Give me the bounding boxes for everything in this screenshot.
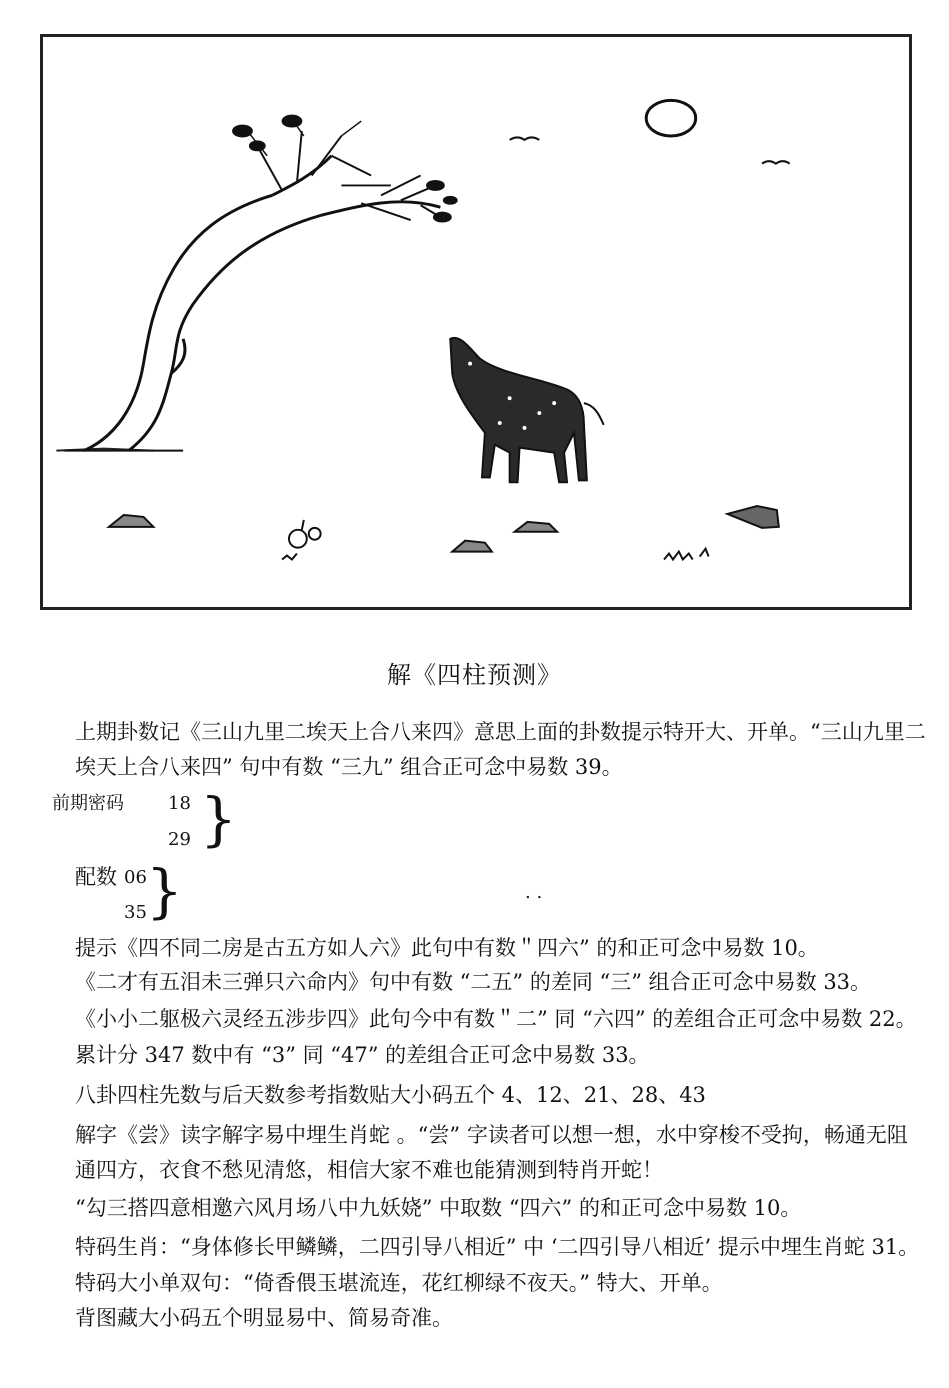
brace-icon: } [200, 785, 237, 853]
grass [664, 549, 709, 560]
intro-line-1: 上期卦数记《三山九里二埃天上合八来四》意思上面的卦数提示特开大、开单。“三山九里二 [75, 720, 926, 744]
rock [727, 506, 778, 528]
article-title: 解《四柱预测》 [387, 661, 562, 689]
moon [646, 100, 695, 136]
text-line: 特码生肖：“身体修长甲鳞鳞，二四引导八相近” 中 ‘二四引导八相近’ 提示中埋生肖蛇 31。 [75, 1235, 920, 1259]
dots: . . [525, 882, 543, 903]
bird [510, 137, 540, 139]
text-line: 背图藏大小码五个明显易中、简易奇准。 [75, 1306, 453, 1330]
prev-code-value-1: 18 [168, 793, 191, 814]
text-line: 提示《四不同二房是古五方如人六》此句中有数＂四六” 的和正可念中易数 10。 [75, 936, 819, 960]
text-line: 通四方，衣食不愁见清悠，相信大家不难也能猜测到特肖开蛇！ [75, 1158, 663, 1182]
bird [762, 161, 790, 163]
pair-value-1: 06 [124, 867, 147, 888]
illustration-frame [40, 34, 912, 610]
rock [109, 515, 154, 527]
prev-code-label: 前期密码 [52, 793, 124, 814]
text-line: 解字《尝》读字解字易中埋生肖蛇 。“尝” 字读者可以想一想，水中穿梭不受拘，畅通无阻 [75, 1123, 908, 1147]
windswept-tree [64, 116, 456, 450]
pair-value-2: 35 [124, 902, 147, 923]
text-line: “勾三搭四意相邀六风月场八中九妖娆” 中取数 “四六” 的和正可念中易数 10。 [75, 1196, 802, 1220]
pair-label: 配数 [75, 865, 117, 889]
text-line: 《二才有五泪未三弹只六命内》句中有数 “二五” 的差同 “三” 组合正可念中易数 33。 [75, 970, 872, 994]
intro-line-2: 埃天上合八来四” 句中有数 “三九” 组合正可念中易数 39。 [75, 755, 623, 779]
ink-illustration [43, 37, 909, 607]
text-line: 《小小二躯极六灵经五涉步四》此句今中有数＂二” 同 “六四” 的差组合正可念中易数 22。 [75, 1007, 917, 1031]
text-line: 累计分 347 数中有 “3” 同 “47” 的差组合正可念中易数 33。 [75, 1043, 650, 1067]
rock [452, 541, 492, 552]
howling-dog [450, 338, 603, 482]
brace-icon: } [146, 857, 183, 925]
rock [515, 522, 558, 532]
sprout [282, 520, 321, 560]
prev-code-value-2: 29 [168, 829, 191, 850]
text-line: 特码大小单双句：“倚香偎玉堪流连，花红柳绿不夜天。” 特大、开单。 [75, 1271, 723, 1295]
text-line: 八卦四柱先数与后天数参考指数贴大小码五个 4、12、21、28、43 [75, 1083, 706, 1107]
